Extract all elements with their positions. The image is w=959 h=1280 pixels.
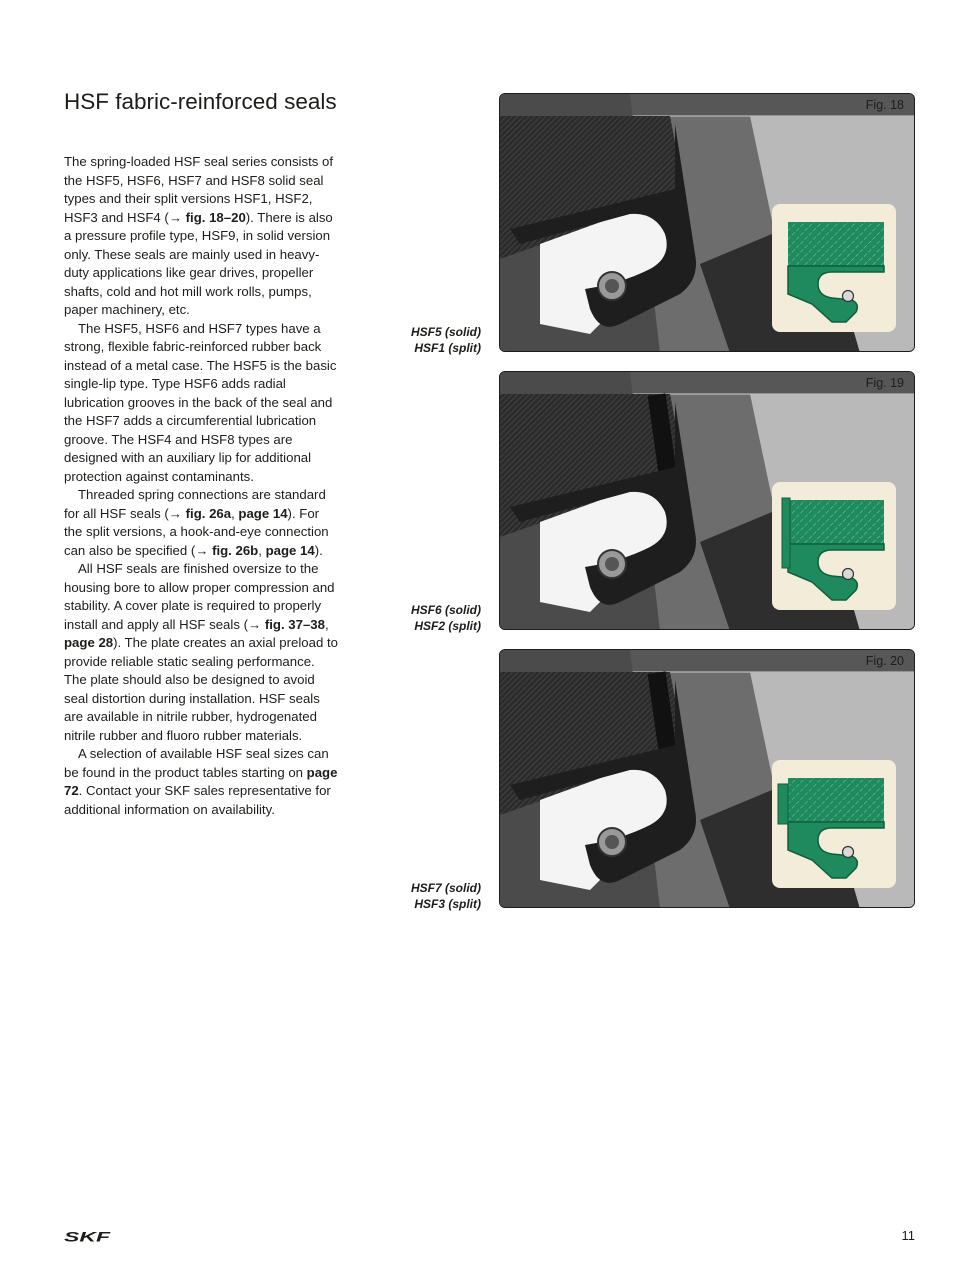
seal-illustration <box>500 650 915 908</box>
caption-split: HSF2 (split) <box>414 619 481 633</box>
seal-illustration <box>500 372 915 630</box>
spring-section <box>843 847 854 858</box>
paragraph: Threaded spring connections are standard for all HSF seals (→ fig. 26a, page 14). For the split versions, a hook-and-eye connection can also be specified (→ fig. 26b, page 14). <box>64 487 329 558</box>
figure-caption <box>395 880 481 912</box>
figure-label: Fig. 19 <box>865 376 904 390</box>
spring-nut-center <box>605 835 619 849</box>
caption-split: HSF1 (split) <box>414 341 481 355</box>
spring-section <box>843 291 854 302</box>
figure-18 <box>499 93 915 352</box>
figure-20 <box>499 649 915 908</box>
seal-illustration <box>500 94 915 352</box>
figure-19 <box>499 371 915 630</box>
figure-label: Fig. 18 <box>865 98 904 112</box>
spring-nut-center <box>605 279 619 293</box>
circumferential-groove <box>778 784 788 824</box>
spring-nut-center <box>605 557 619 571</box>
figure-caption <box>395 602 481 634</box>
paragraph: A selection of available HSF seal sizes can be found in the product tables starting on page 72. Contact your SKF sales representative for additional information on availability. <box>64 746 338 817</box>
paragraph: The HSF5, HSF6 and HSF7 types have a strong, flexible fabric-reinforced rubber back instead of a metal case. The HSF5 is the basic single-lip type. Type HSF6 adds radial lubrication grooves in the back of the seal and the HSF7 adds a circumferential lubrication groove. The HSF4 and HSF8 types are designed with an auxiliary lip for additional protection against contaminants. <box>64 320 337 484</box>
paragraph: The spring-loaded HSF seal series consists of the HSF5, HSF6, HSF7 and HSF8 solid seal types and their split versions HSF1, HSF2, HSF3 and HSF4 (→ fig. 18–20). There is also a pressure profile type, HSF9, in solid version only. These seals are mainly used in heavy-duty applications like gear drives, propeller shafts, cold and hot mill work rolls, pumps, paper machinery, etc. <box>64 154 333 317</box>
section-heading: HSF fabric-reinforced seals <box>64 89 337 114</box>
spring-section <box>843 569 854 580</box>
fabric-layer <box>788 500 884 544</box>
paragraph: All HSF seals are finished oversize to the housing bore to allow proper compression and stability. A cover plate is required to properly install and apply all HSF seals (→ fig. 37–38, page 28). The plate creates an axial preload to provide reliable static sealing performance. The plate should also be designed to avoid seal distortion during installation. HSF seals are available in nitrile rubber, hydrogenated nitrile rubber and fluoro rubber materials. <box>64 561 338 743</box>
figure-label: Fig. 20 <box>865 654 904 668</box>
fabric-layer <box>788 222 884 266</box>
caption-split: HSF3 (split) <box>414 897 481 911</box>
skf-logo <box>64 1230 112 1243</box>
svg-text:SKF: SKF <box>64 1230 111 1243</box>
caption-solid: HSF5 (solid) <box>410 325 481 339</box>
caption-solid: HSF7 (solid) <box>410 881 481 895</box>
fabric-layer <box>788 778 884 822</box>
body-text <box>64 153 340 819</box>
caption-solid: HSF6 (solid) <box>410 603 481 617</box>
page-number: 11 <box>901 1228 915 1243</box>
radial-groove-band <box>782 498 790 568</box>
figure-caption <box>395 324 481 356</box>
